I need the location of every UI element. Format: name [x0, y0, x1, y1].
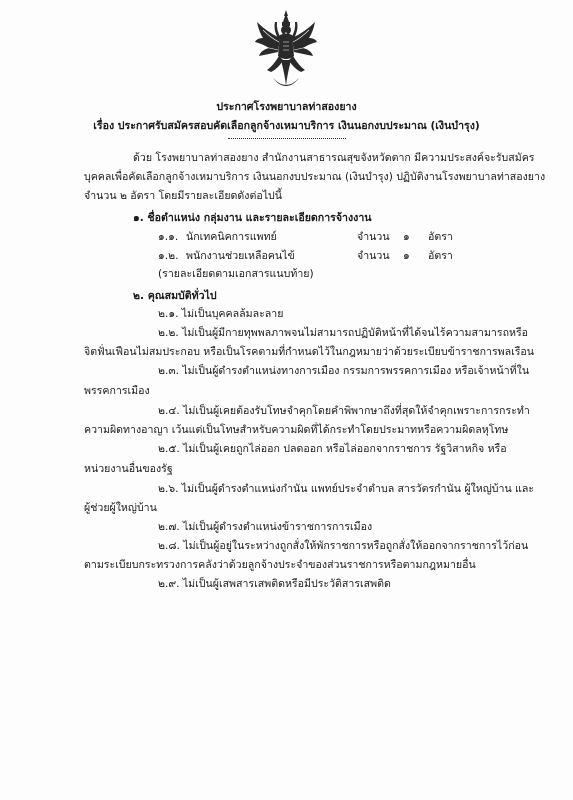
position-number: ๑.๒.: [158, 250, 179, 262]
qualification-item-continuation: ความผิดทางอาญา เว้นแต่เป็นโทษสำหรับความผิดที่ได้กระทำโดยประมาทหรือความผิดลหุโทษ: [84, 424, 509, 436]
qualification-item: ๒.๘. ไม่เป็นผู้อยู่ในระหว่างถูกสั่งให้พักราชการหรือถูกสั่งให้ออกจากราชการไว้ก่อน: [158, 540, 529, 552]
qualification-item: ๒.๔. ไม่เป็นผู้เคยต้องรับโทษจำคุกโดยคำพิพากษาถึงที่สุดให้จำคุกเพราะการกระทำ: [158, 405, 530, 417]
qualification-item-continuation: พรรคการเมือง: [84, 385, 150, 397]
page-title: ประกาศโรงพยาบาลท่าสองยาง: [216, 101, 357, 113]
position-name: นักเทคนิคการแพทย์: [186, 231, 277, 243]
position-unit: อัตรา: [428, 231, 453, 243]
attachment-note: (รายละเอียดตามเอกสารแนบท้าย): [158, 268, 314, 280]
intro-line-3: จำนวน ๒ อัตรา โดยมีรายละเอียดดังต่อไปนี้: [84, 190, 283, 202]
section-1-heading: ๑. ชื่อตำแหน่ง กลุ่มงาน และรายละเอียดการจ้างงาน: [133, 212, 372, 224]
position-number: ๑.๑.: [158, 231, 179, 243]
dotted-divider: [228, 138, 346, 139]
position-name: พนักงานช่วยเหลือคนไข้: [186, 250, 295, 262]
position-quantity: ๑: [403, 231, 410, 243]
qualification-item: ๒.๓. ไม่เป็นผู้ดำรงตำแหน่งทางการเมือง กรรมการพรรคการเมือง หรือเจ้าหน้าที่ใน: [158, 365, 530, 377]
qualification-item-continuation: ตามระเบียบกระทรวงการคลังว่าด้วยลูกจ้างประจำของส่วนราชการหรือตามกฎหมายอื่น: [84, 559, 476, 571]
qualification-item: ๒.๕. ไม่เป็นผู้เคยถูกไล่ออก ปลดออก หรือไล่ออกจากราชการ รัฐวิสาหกิจ หรือ: [158, 443, 507, 455]
qualification-item: ๒.๖. ไม่เป็นผู้ดำรงตำแหน่งกำนัน แพทย์ประจำตำบล สารวัตรกำนัน ผู้ใหญ่บ้าน และ: [158, 483, 535, 495]
intro-line-2: บุคคลเพื่อคัดเลือกลูกจ้างเหมาบริการ เงินนอกงบประมาณ (เงินบำรุง) ปฏิบัติงานโรงพยาบาลท่าสองยาง: [84, 171, 546, 183]
qualification-item-continuation: จิตฟั่นเฟือนไม่สมประกอบ หรือเป็นโรคตามที่กำหนดไว้ในกฎหมายว่าด้วยระเบียบข้าราชการพลเรือน: [84, 346, 535, 358]
position-quantity-label: จำนวน: [357, 231, 390, 243]
section-2-heading: ๒. คุณสมบัติทั่วไป: [133, 290, 217, 302]
position-quantity: ๑: [403, 250, 410, 262]
qualification-item: ๒.๙. ไม่เป็นผู้เสพสารเสพติดหรือมีประวัติสารเสพติด: [158, 578, 391, 590]
position-quantity-label: จำนวน: [357, 250, 390, 262]
announcement-subject: เรื่อง ประกาศรับสมัครสอบคัดเลือกลูกจ้างเหมาบริการ เงินนอกงบประมาณ (เงินบำรุง): [93, 120, 480, 132]
qualification-item: ๒.๗. ไม่เป็นผู้ดำรงตำแหน่งข้าราชการการเมือง: [158, 521, 373, 533]
intro-line-1: ด้วย โรงพยาบาลท่าสองยาง สำนักงานสาธารณสุขจังหวัดตาก มีความประสงค์จะรับสมัคร: [133, 152, 535, 164]
position-unit: อัตรา: [428, 250, 453, 262]
qualification-item: ๒.๒. ไม่เป็นผู้มีกายทุพพลภาพจนไม่สามารถปฏิบัติหน้าที่ได้จนไร้ความสามารถหรือ: [158, 327, 529, 339]
qualification-item: ๒.๑. ไม่เป็นบุคคลล้มละลาย: [158, 308, 284, 320]
qualification-item-continuation: ผู้ช่วยผู้ใหญ่บ้าน: [84, 502, 157, 514]
garuda-emblem-icon: [253, 8, 319, 94]
qualification-item-continuation: หน่วยงานอื่นของรัฐ: [84, 463, 173, 475]
